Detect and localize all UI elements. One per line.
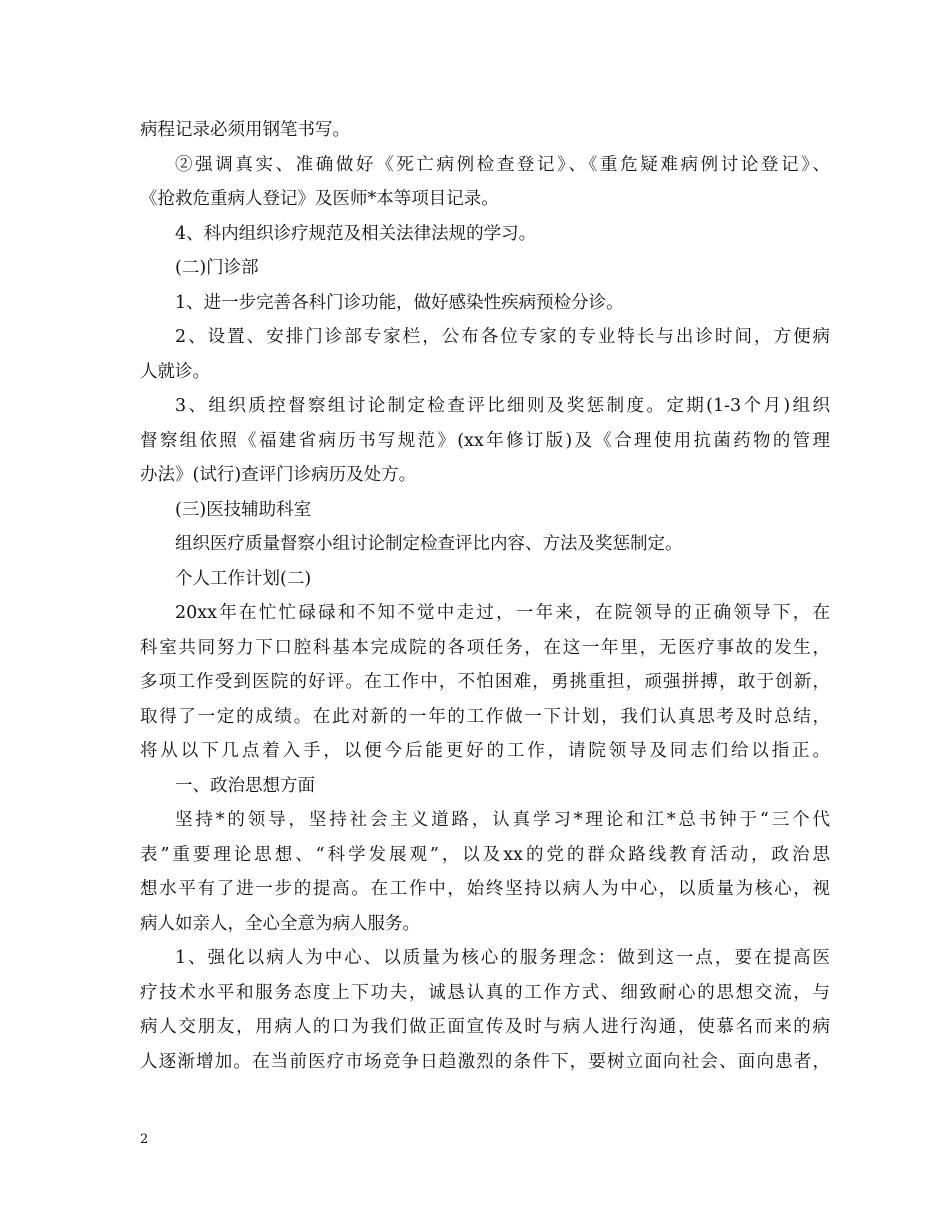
text-line: 督察组依照《福建省病历书写规范》(xx年修订版)及《合理使用抗菌药物的管理 [140,430,830,451]
text-line: 疗技术水平和服务态度上下功夫，诚恳认真的工作方式、细致耐心的思想交流，与 [140,982,830,1003]
text-line: 2、设置、安排门诊部专家栏，公布各位专家的专业特长与出诊时间，方便病 [175,327,830,347]
text-line: 病程记录必须用钢笔书写。 [140,120,350,140]
text-line: 人逐渐增加。在当前医疗市场竞争日趋激烈的条件下，要树立面向社会、面向患者， [140,1051,830,1072]
text-line: 3、组织质控督察组讨论制定检查评比细则及奖惩制度。定期(1-3个月)组织 [175,396,830,416]
text-line: 病人交朋友，用病人的口为我们做正面宣传及时与病人进行沟通，使慕名而来的病 [140,1017,830,1037]
text-line: 1、进一步完善各科门诊功能，做好感染性疾病预检分诊。 [175,292,624,313]
text-line: 取得了一定的成绩。在此对新的一年的工作做一下计划，我们认真思考及时总结， [140,706,830,727]
page-number: 2 [140,1132,149,1147]
text-line: 坚持*的领导，坚持社会主义道路，认真学习*理论和江*总书钟于“三个代 [175,810,830,830]
text-line: 多项工作受到医院的好评。在工作中，不怕困难，勇挑重担，顽强拼搏，敢于创新， [140,672,830,692]
section-heading: 一、政治思想方面 [175,775,315,796]
document-body [140,113,830,1079]
text-line: 组织医疗质量督察小组讨论制定检查评比内容、方法及奖惩制定。 [175,534,683,554]
text-line: 病人如亲人，全心全意为病人服务。 [140,913,420,934]
text-line: 人就诊。 [140,361,210,382]
text-line: ②强调真实、准确做好《死亡病例检查登记》、《重危疑难病例讨论登记》、 [175,154,830,175]
text-line: 科室共同努力下口腔科基本完成院的各项任务，在这一年里，无医疗事故的发生， [140,637,830,658]
section-heading: (三)医技辅助科室 [175,499,312,520]
text-line: 将从以下几点着入手，以便今后能更好的工作，请院领导及同志们给以指正。 [140,741,830,761]
text-line: 办法》(试行)查评门诊病历及处方。 [140,465,417,485]
text-line: 20xx年在忙忙碌碌和不知不觉中走过，一年来，在院领导的正确领导下，在 [175,603,830,623]
section-heading: (二)门诊部 [175,258,259,278]
text-line: 《抢救危重病人登记》及医师*本等项目记录。 [140,189,499,209]
text-line: 想水平有了进一步的提高。在工作中，始终坚持以病人为中心，以质量为核心，视 [140,879,830,899]
text-line: 1、强化以病人为中心、以质量为核心的服务理念：做到这一点，要在提高医 [175,948,830,968]
section-title: 个人工作计划(二) [175,568,312,589]
text-line: 4、科内组织诊疗规范及相关法律法规的学习。 [175,223,537,244]
text-line: 表”重要理论思想、“科学发展观”，以及xx的党的群众路线教育活动，政治思 [140,844,830,865]
